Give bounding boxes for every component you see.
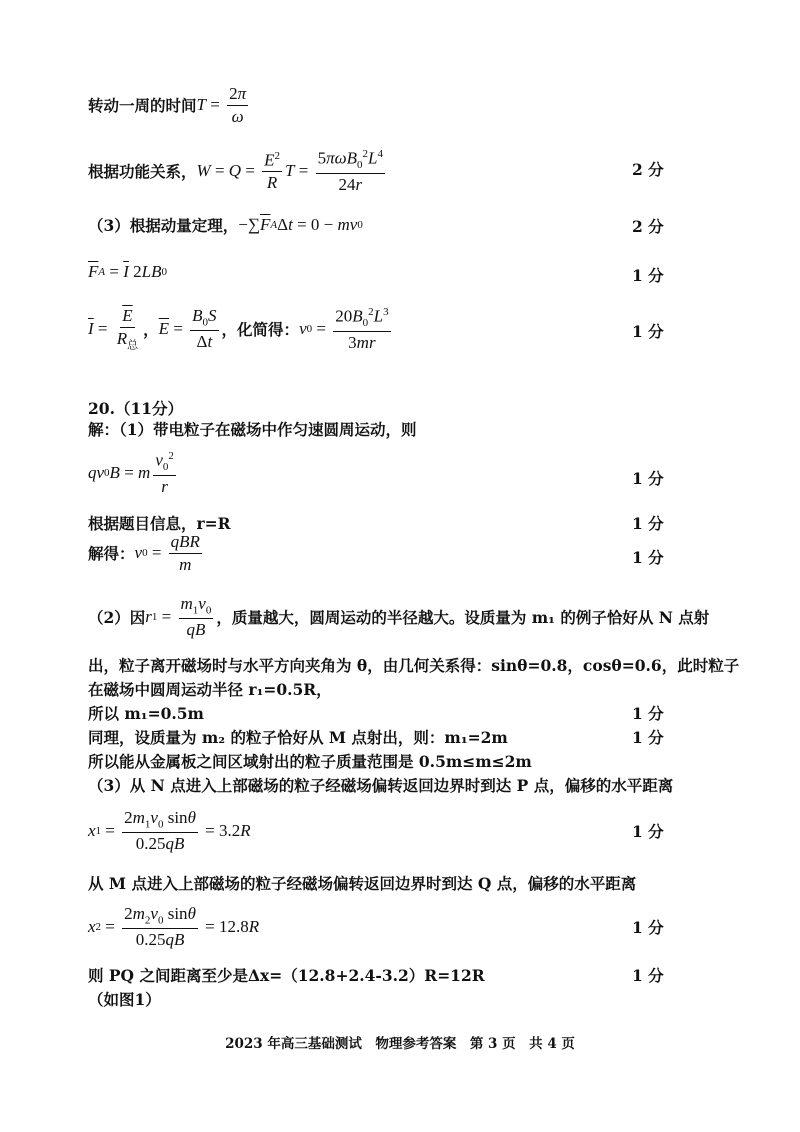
line-pq: 则 PQ 之间距离至少是Δx=（12.8+2.4-3.2）R=12R bbox=[88, 966, 485, 985]
score-7: 1 分 bbox=[632, 469, 664, 488]
formula-v0: v 0 = $\frac{20B_0^2L^3}{3mr}$ bbox=[299, 306, 389, 352]
score-8: 1 分 bbox=[632, 514, 664, 533]
score-20: 1 分 bbox=[632, 966, 664, 985]
line-current: $\overline{I}$ = $\frac{\overline{E}}{R_总}$ ， $\overline{E}$ = $\frac{B_0S}{\Delta t}$ ，化简得： v 0 = $\frac{20B_0^2L^3}{3mr}$ bbox=[88, 306, 394, 352]
line-x1 bbox=[88, 808, 251, 854]
line-m1: 所以 m₁=0.5m bbox=[88, 704, 204, 723]
score-19: 1 分 bbox=[632, 918, 664, 937]
score-4: 1 分 bbox=[632, 266, 664, 285]
line-x2 bbox=[88, 904, 259, 950]
formula-momentum: −∑ $\overline{F}$ A Δ t = 0 − mv 0 bbox=[238, 215, 363, 234]
formula-x1: x 1 = $\frac{2m_1v_0 \sin\theta}{0.25qB}$ = 3.2 R bbox=[88, 808, 251, 854]
line-solve: 解得： v 0 = $\frac{\text{qBR}}{m}$ bbox=[88, 532, 205, 574]
score-3: 2 分 bbox=[632, 217, 664, 236]
line-part3-m: 从 M 点进入上部磁场的粒子经磁场偏转返回边界时到达 Q 点，偏移的水平距离 bbox=[88, 874, 637, 893]
line-momentum: （3）根据动量定理， −∑ $\overline{F}$ A Δ t = 0 − mv 0 bbox=[88, 215, 363, 235]
score-2: 2 分 bbox=[632, 160, 664, 179]
line-figure-ref: （如图1） bbox=[88, 990, 161, 1009]
line-m2: 同理，设质量为 m₂ 的粒子恰好从 M 点射出，则：m₁=2m bbox=[88, 728, 508, 747]
line-angle: 出，粒子离开磁场时与水平方向夹角为 θ，由几何关系得：sinθ=0.8，cosθ=0.6，此时粒子 bbox=[88, 656, 740, 675]
line-lorentz bbox=[88, 450, 179, 496]
score-9: 1 分 bbox=[632, 548, 664, 567]
q20-title: 20.（11分） bbox=[88, 399, 184, 418]
q20-intro: 解：（1）带电粒子在磁场中作匀速圆周运动，则 bbox=[88, 420, 417, 439]
score-14: 1 分 bbox=[632, 728, 664, 747]
score-5: 1 分 bbox=[632, 322, 664, 341]
page-footer: 2023 年高三基础测试 物理参考答案 第 3 页 共 4 页 bbox=[225, 1036, 575, 1052]
line-range: 所以能从金属板之间区域射出的粒子质量范围是 0.5m≤m≤2m bbox=[88, 752, 532, 771]
line-force bbox=[88, 262, 167, 282]
formula-solve-v0: v 0 = $\frac{\text{qBR}}{m}$ bbox=[134, 532, 200, 574]
line-energy: 根据功能关系， W = Q = $\frac{E^2}{R}$ T = $\frac{5\pi\omega B_0^2L^4}{24r}$ bbox=[88, 148, 388, 194]
score-13: 1 分 bbox=[632, 704, 664, 723]
formula-current: $\overline{I}$ = $\frac{\overline{E}}{R_总}$ bbox=[88, 306, 139, 352]
formula-lorentz: qv 0 B = m $\frac{v_0^2}{r}$ bbox=[88, 450, 174, 496]
line-r1: 在磁场中圆周运动半径 r₁=0.5R， bbox=[88, 680, 332, 699]
formula-x2: x 2 = $\frac{2m_2v_0 \sin\theta}{0.25qB}$ = 12.8 R bbox=[88, 904, 260, 950]
formula-force: $\overline{F}$ A = $\overline{I}$ 2 LB 0 bbox=[88, 262, 167, 281]
formula-energy: W = Q = $\frac{E^2}{R}$ T = $\frac{5\pi\omega B_0^2L^4}{24r}$ bbox=[196, 148, 383, 194]
line-radius: （2）因 r 1 = $\frac{m_1v_0}{qB}$ ，质量越大，圆周运动的半径越大。设质量为 m₁ 的例子恰好从 N 点射 bbox=[88, 594, 710, 640]
formula-emf: $\overline{E}$ = $\frac{B_0S}{\Delta t}$ bbox=[158, 306, 217, 352]
line-part3: （3）从 N 点进入上部磁场的粒子经磁场偏转返回边界时到达 P 点，偏移的水平距离 bbox=[88, 776, 674, 795]
line-info: 根据题目信息，r=R bbox=[88, 514, 231, 533]
formula-period: T = $\frac{2\pi}{\omega}$ bbox=[196, 84, 247, 126]
line-period: 转动一周的时间 T = $\frac{2\pi}{\omega}$ bbox=[88, 84, 251, 126]
formula-r1: r 1 = $\frac{m_1v_0}{qB}$ bbox=[145, 594, 212, 640]
score-17: 1 分 bbox=[632, 822, 664, 841]
